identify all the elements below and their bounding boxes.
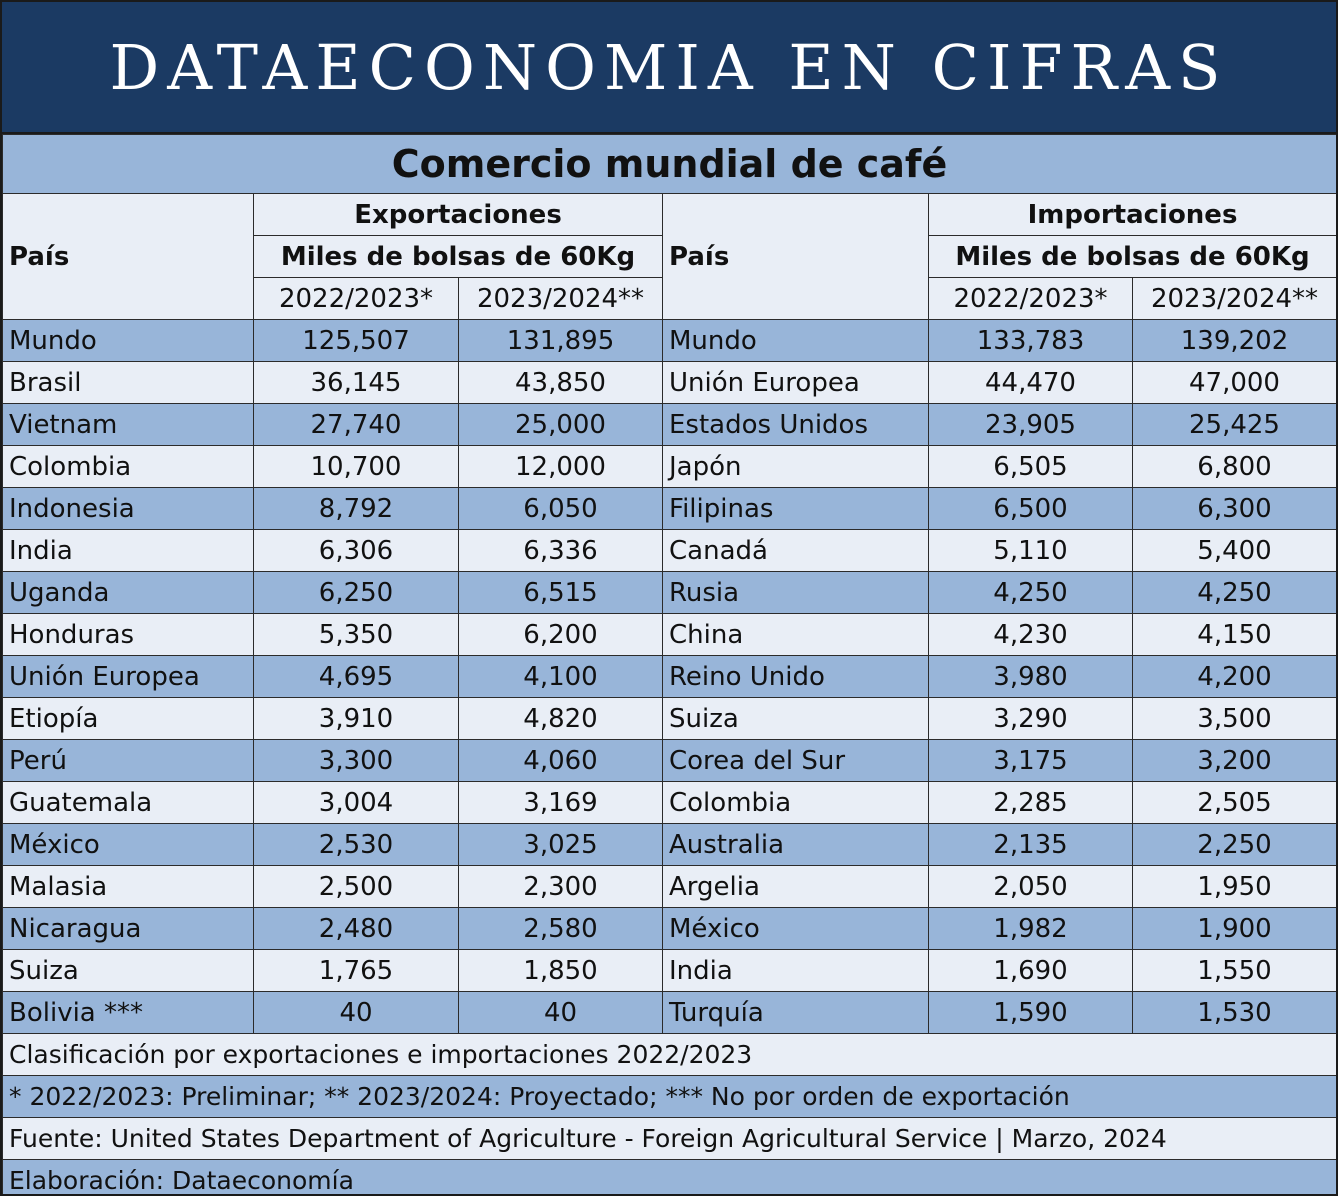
import-2023-2024-cell: 139,202	[1133, 320, 1337, 362]
export-2022-2023-cell: 1,765	[254, 950, 459, 992]
import-2023-2024-cell: 5,400	[1133, 530, 1337, 572]
table-row	[3, 740, 1337, 782]
import-country-cell: Estados Unidos	[663, 404, 929, 446]
import-2022-2023-cell: 2,285	[929, 782, 1133, 824]
import-2023-2024-cell: 4,250	[1133, 572, 1337, 614]
import-2022-2023-cell: 4,230	[929, 614, 1133, 656]
import-2022-2023-cell: 1,590	[929, 992, 1133, 1034]
export-2023-2024-cell: 40	[459, 992, 663, 1034]
export-country-cell: Unión Europea	[3, 656, 254, 698]
import-country-cell: Australia	[663, 824, 929, 866]
export-country-cell: Brasil	[3, 362, 254, 404]
table-row	[3, 446, 1337, 488]
footnote: Elaboración: Dataeconomía	[3, 1160, 1337, 1196]
export-2022-2023-cell: 3,004	[254, 782, 459, 824]
import-2023-2024-cell: 1,530	[1133, 992, 1337, 1034]
import-2023-2024-cell: 1,950	[1133, 866, 1337, 908]
table-row	[3, 698, 1337, 740]
table-row	[3, 782, 1337, 824]
import-2023-2024-cell: 3,500	[1133, 698, 1337, 740]
import-country-cell: Reino Unido	[663, 656, 929, 698]
import-2022-2023-cell: 1,690	[929, 950, 1133, 992]
table-title: Comercio mundial de café	[3, 135, 1337, 194]
import-2022-2023-cell: 2,135	[929, 824, 1133, 866]
export-2022-2023-cell: 36,145	[254, 362, 459, 404]
export-2022-2023-cell: 3,910	[254, 698, 459, 740]
import-2023-2024-cell: 1,900	[1133, 908, 1337, 950]
table-row	[3, 908, 1337, 950]
export-country-cell: India	[3, 530, 254, 572]
export-2022-2023-cell: 6,306	[254, 530, 459, 572]
export-2023-2024-cell: 4,820	[459, 698, 663, 740]
export-2022-2023-cell: 3,300	[254, 740, 459, 782]
export-country-cell: México	[3, 824, 254, 866]
export-2023-2024-cell: 6,515	[459, 572, 663, 614]
table-row	[3, 404, 1337, 446]
table-row	[3, 824, 1337, 866]
export-country-cell: Perú	[3, 740, 254, 782]
export-country-cell: Etiopía	[3, 698, 254, 740]
import-2022-2023-cell: 44,470	[929, 362, 1133, 404]
export-2023-2024-cell: 3,169	[459, 782, 663, 824]
import-country-cell: India	[663, 950, 929, 992]
import-2023-2024-cell: 6,800	[1133, 446, 1337, 488]
import-2023-2024-cell: 2,505	[1133, 782, 1337, 824]
export-country-cell: Mundo	[3, 320, 254, 362]
exports-unit-header: Miles de bolsas de 60Kg	[254, 236, 663, 278]
import-2022-2023-cell: 6,500	[929, 488, 1133, 530]
export-country-cell: Guatemala	[3, 782, 254, 824]
import-country-cell: Argelia	[663, 866, 929, 908]
export-2022-2023-cell: 40	[254, 992, 459, 1034]
table-row	[3, 362, 1337, 404]
import-2023-2024-cell: 2,250	[1133, 824, 1337, 866]
import-country-cell: Mundo	[663, 320, 929, 362]
banner-title: DATAECONOMIA EN CIFRAS	[2, 2, 1336, 134]
export-country-cell: Uganda	[3, 572, 254, 614]
import-country-cell: Unión Europea	[663, 362, 929, 404]
import-2022-2023-cell: 4,250	[929, 572, 1133, 614]
export-2023-2024-cell: 4,060	[459, 740, 663, 782]
import-country-cell: México	[663, 908, 929, 950]
export-2022-2023-cell: 2,480	[254, 908, 459, 950]
exports-year2-header: 2023/2024**	[459, 278, 663, 320]
export-2023-2024-cell: 2,580	[459, 908, 663, 950]
import-2023-2024-cell: 1,550	[1133, 950, 1337, 992]
import-country-cell: Filipinas	[663, 488, 929, 530]
footnote: Clasificación por exportaciones e importaciones 2022/2023	[3, 1034, 1337, 1076]
export-2023-2024-cell: 1,850	[459, 950, 663, 992]
import-2022-2023-cell: 6,505	[929, 446, 1133, 488]
import-2022-2023-cell: 3,175	[929, 740, 1133, 782]
table-row	[3, 950, 1337, 992]
import-country-cell: Japón	[663, 446, 929, 488]
import-country-cell: Turquía	[663, 992, 929, 1034]
imports-header: Importaciones	[929, 194, 1337, 236]
export-country-cell: Honduras	[3, 614, 254, 656]
import-2023-2024-cell: 25,425	[1133, 404, 1337, 446]
export-2023-2024-cell: 4,100	[459, 656, 663, 698]
export-2023-2024-cell: 6,336	[459, 530, 663, 572]
export-2022-2023-cell: 8,792	[254, 488, 459, 530]
export-2023-2024-cell: 131,895	[459, 320, 663, 362]
export-2022-2023-cell: 4,695	[254, 656, 459, 698]
export-country-cell: Nicaragua	[3, 908, 254, 950]
export-2022-2023-cell: 10,700	[254, 446, 459, 488]
export-2022-2023-cell: 6,250	[254, 572, 459, 614]
export-country-cell: Colombia	[3, 446, 254, 488]
imports-country-header: País	[663, 194, 929, 320]
export-2023-2024-cell: 43,850	[459, 362, 663, 404]
export-2022-2023-cell: 2,500	[254, 866, 459, 908]
export-country-cell: Malasia	[3, 866, 254, 908]
import-country-cell: Rusia	[663, 572, 929, 614]
table-row	[3, 320, 1337, 362]
import-2022-2023-cell: 3,290	[929, 698, 1133, 740]
import-country-cell: Suiza	[663, 698, 929, 740]
export-country-cell: Indonesia	[3, 488, 254, 530]
import-2022-2023-cell: 133,783	[929, 320, 1133, 362]
import-2022-2023-cell: 3,980	[929, 656, 1133, 698]
imports-year2-header: 2023/2024**	[1133, 278, 1337, 320]
table-row	[3, 992, 1337, 1034]
exports-year1-header: 2022/2023*	[254, 278, 459, 320]
table-row	[3, 614, 1337, 656]
imports-unit-header: Miles de bolsas de 60Kg	[929, 236, 1337, 278]
import-country-cell: China	[663, 614, 929, 656]
import-2023-2024-cell: 3,200	[1133, 740, 1337, 782]
import-country-cell: Canadá	[663, 530, 929, 572]
import-2022-2023-cell: 1,982	[929, 908, 1133, 950]
export-2022-2023-cell: 2,530	[254, 824, 459, 866]
export-2023-2024-cell: 3,025	[459, 824, 663, 866]
export-2022-2023-cell: 5,350	[254, 614, 459, 656]
export-2022-2023-cell: 125,507	[254, 320, 459, 362]
table-row	[3, 572, 1337, 614]
export-2022-2023-cell: 27,740	[254, 404, 459, 446]
export-2023-2024-cell: 6,200	[459, 614, 663, 656]
table-row	[3, 488, 1337, 530]
import-2023-2024-cell: 47,000	[1133, 362, 1337, 404]
import-2022-2023-cell: 23,905	[929, 404, 1133, 446]
import-2023-2024-cell: 6,300	[1133, 488, 1337, 530]
footnote: Fuente: United States Department of Agriculture - Foreign Agricultural Service | Marzo, 2024	[3, 1118, 1337, 1160]
export-2023-2024-cell: 25,000	[459, 404, 663, 446]
coffee-trade-table	[2, 134, 1337, 1196]
export-2023-2024-cell: 12,000	[459, 446, 663, 488]
export-2023-2024-cell: 6,050	[459, 488, 663, 530]
table-row	[3, 866, 1337, 908]
table-row	[3, 656, 1337, 698]
import-country-cell: Corea del Sur	[663, 740, 929, 782]
exports-country-header: País	[3, 194, 254, 320]
export-country-cell: Vietnam	[3, 404, 254, 446]
import-country-cell: Colombia	[663, 782, 929, 824]
export-country-cell: Bolivia ***	[3, 992, 254, 1034]
exports-header: Exportaciones	[254, 194, 663, 236]
table-row	[3, 530, 1337, 572]
imports-year1-header: 2022/2023*	[929, 278, 1133, 320]
footnote: * 2022/2023: Preliminar; ** 2023/2024: Proyectado; *** No por orden de exportación	[3, 1076, 1337, 1118]
export-country-cell: Suiza	[3, 950, 254, 992]
import-2022-2023-cell: 5,110	[929, 530, 1133, 572]
export-2023-2024-cell: 2,300	[459, 866, 663, 908]
import-2022-2023-cell: 2,050	[929, 866, 1133, 908]
import-2023-2024-cell: 4,150	[1133, 614, 1337, 656]
import-2023-2024-cell: 4,200	[1133, 656, 1337, 698]
